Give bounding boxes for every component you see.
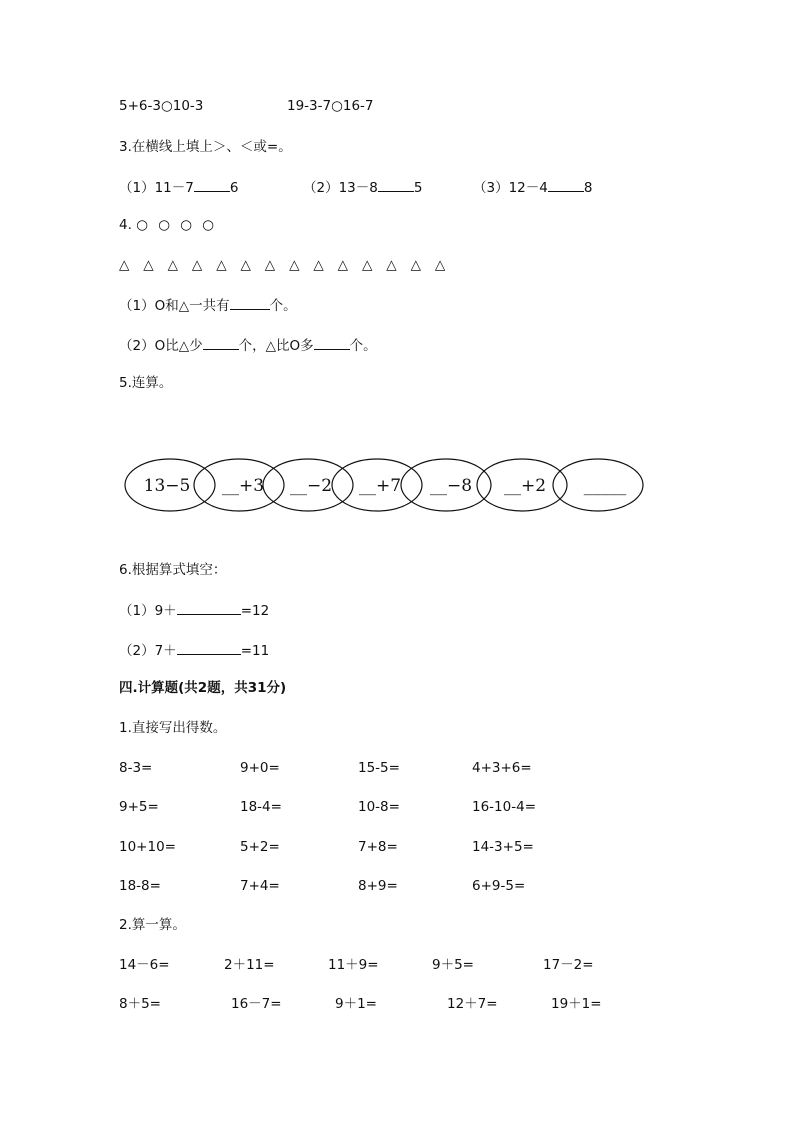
c2-problem: 2＋11= (224, 957, 275, 973)
c1-problem: 15-5= (358, 760, 400, 776)
c1-problem: 9+5= (119, 799, 159, 815)
q4-sub-1-blank[interactable] (230, 295, 270, 310)
circle-4: ○ (202, 217, 214, 233)
q4-sub-2-blank-2[interactable] (314, 335, 350, 350)
c1-problem: 6+9-5= (472, 878, 526, 894)
c1-problem: 9+0= (240, 760, 280, 776)
triangle-1: △ (119, 257, 130, 273)
q6-item-1-expr: （1）9＋ (119, 603, 177, 619)
q4-sub-1-unit: 个。 (269, 298, 297, 314)
chain-step-3[interactable]: __−2 (289, 476, 333, 496)
chain-step-5[interactable]: __−8 (429, 476, 473, 496)
c1-problem: 8+9= (358, 878, 398, 894)
q4-sub-2-mid: 个，△比O多 (238, 338, 314, 354)
q3-item-2-expr: （2）13－8 (303, 180, 378, 196)
c1-title: 1.直接写出得数。 (119, 720, 227, 736)
q3-item-2 (303, 177, 422, 197)
c1-problem: 18-8= (119, 878, 161, 894)
q4-triangles-row (119, 256, 459, 274)
c1-problem: 8-3= (119, 760, 153, 776)
q6-title: 6.根据算式填空： (119, 562, 227, 578)
triangle-9: △ (313, 257, 324, 273)
compare-left: 5+6-3○10-3 (119, 98, 204, 114)
q3-item-3-value: 8 (583, 180, 593, 196)
q6-item-1-result: =12 (240, 603, 270, 619)
circle-2: ○ (158, 217, 170, 233)
c1-problem: 4+3+6= (472, 760, 532, 776)
q3-item-3-expr: （3）12－4 (473, 180, 548, 196)
c2-problem: 17－2= (543, 957, 594, 973)
c2-problem: 12＋7= (447, 996, 498, 1012)
c1-problem: 7+8= (358, 839, 398, 855)
q6-item-2-expr: （2）7＋ (119, 643, 177, 659)
q3-item-3 (473, 177, 592, 197)
triangle-4: △ (191, 257, 203, 273)
q4-circles-row (119, 216, 224, 234)
triangle-13: △ (410, 257, 421, 273)
q5-title: 5.连算。 (119, 375, 173, 391)
triangle-5: △ (216, 257, 227, 273)
q3-item-2-value: 5 (413, 180, 423, 196)
triangle-2: △ (143, 257, 154, 273)
q3-item-1-expr: （1）11－7 (119, 180, 194, 196)
c1-problem: 14-3+5= (472, 839, 534, 855)
c2-problem: 9＋1= (335, 996, 377, 1012)
q4-sub-1 (119, 295, 297, 315)
q6-item-1 (119, 600, 269, 620)
triangle-7: △ (264, 257, 276, 273)
triangle-14: △ (434, 257, 446, 273)
c1-problem: 16-10-4= (472, 799, 536, 815)
c2-problem: 9＋5= (432, 957, 474, 973)
q3-item-3-blank[interactable] (548, 177, 584, 192)
q6-item-2-blank[interactable] (177, 640, 241, 655)
c2-problem: 11＋9= (328, 957, 379, 973)
chain-step-1: 13−5 (143, 476, 191, 496)
c2-problem: 16－7= (231, 996, 282, 1012)
chain-step-4[interactable]: __+7 (358, 476, 402, 496)
c2-problem: 19＋1= (551, 996, 602, 1012)
q4-title: 4. (119, 217, 132, 233)
triangle-12: △ (386, 257, 397, 273)
circle-3: ○ (180, 217, 192, 233)
q4-sub-1-text: （1）O和△一共有 (119, 298, 230, 314)
triangle-10: △ (337, 257, 349, 273)
chain-step-7[interactable]: _____ (583, 476, 627, 496)
c1-problem: 18-4= (240, 799, 282, 815)
chain-step-2[interactable]: __+3 (221, 476, 265, 496)
q4-sub-2-text: （2）O比△少 (119, 338, 203, 354)
q5-chain-diagram (115, 452, 655, 518)
q4-sub-2-blank-1[interactable] (203, 335, 239, 350)
q4-sub-2 (119, 335, 377, 355)
triangle-3: △ (167, 257, 178, 273)
c1-problem: 10+10= (119, 839, 176, 855)
q6-item-2-result: =11 (240, 643, 270, 659)
c2-problem: 8＋5= (119, 996, 161, 1012)
q3-item-1-blank[interactable] (194, 177, 230, 192)
triangle-11: △ (361, 257, 373, 273)
q6-item-2 (119, 640, 269, 660)
c2-problem: 14－6= (119, 957, 170, 973)
q4-sub-2-unit: 个。 (349, 338, 377, 354)
c1-problem: 10-8= (358, 799, 400, 815)
triangle-6: △ (240, 257, 251, 273)
c1-problem: 5+2= (240, 839, 280, 855)
chain-step-6[interactable]: __+2 (503, 476, 547, 496)
q6-item-1-blank[interactable] (177, 600, 241, 615)
c2-title: 2.算一算。 (119, 917, 186, 933)
compare-right: 19-3-7○16-7 (287, 98, 374, 114)
q3-item-1-value: 6 (229, 180, 239, 196)
triangle-8: △ (289, 257, 300, 273)
q3-item-1 (119, 177, 238, 197)
circle-1: ○ (136, 217, 148, 233)
c1-problem: 7+4= (240, 878, 280, 894)
section-4-title: 四.计算题(共2题，共31分) (119, 680, 287, 696)
q3-item-2-blank[interactable] (378, 177, 414, 192)
q3-title: 3.在横线上填上＞、＜或=。 (119, 139, 292, 155)
